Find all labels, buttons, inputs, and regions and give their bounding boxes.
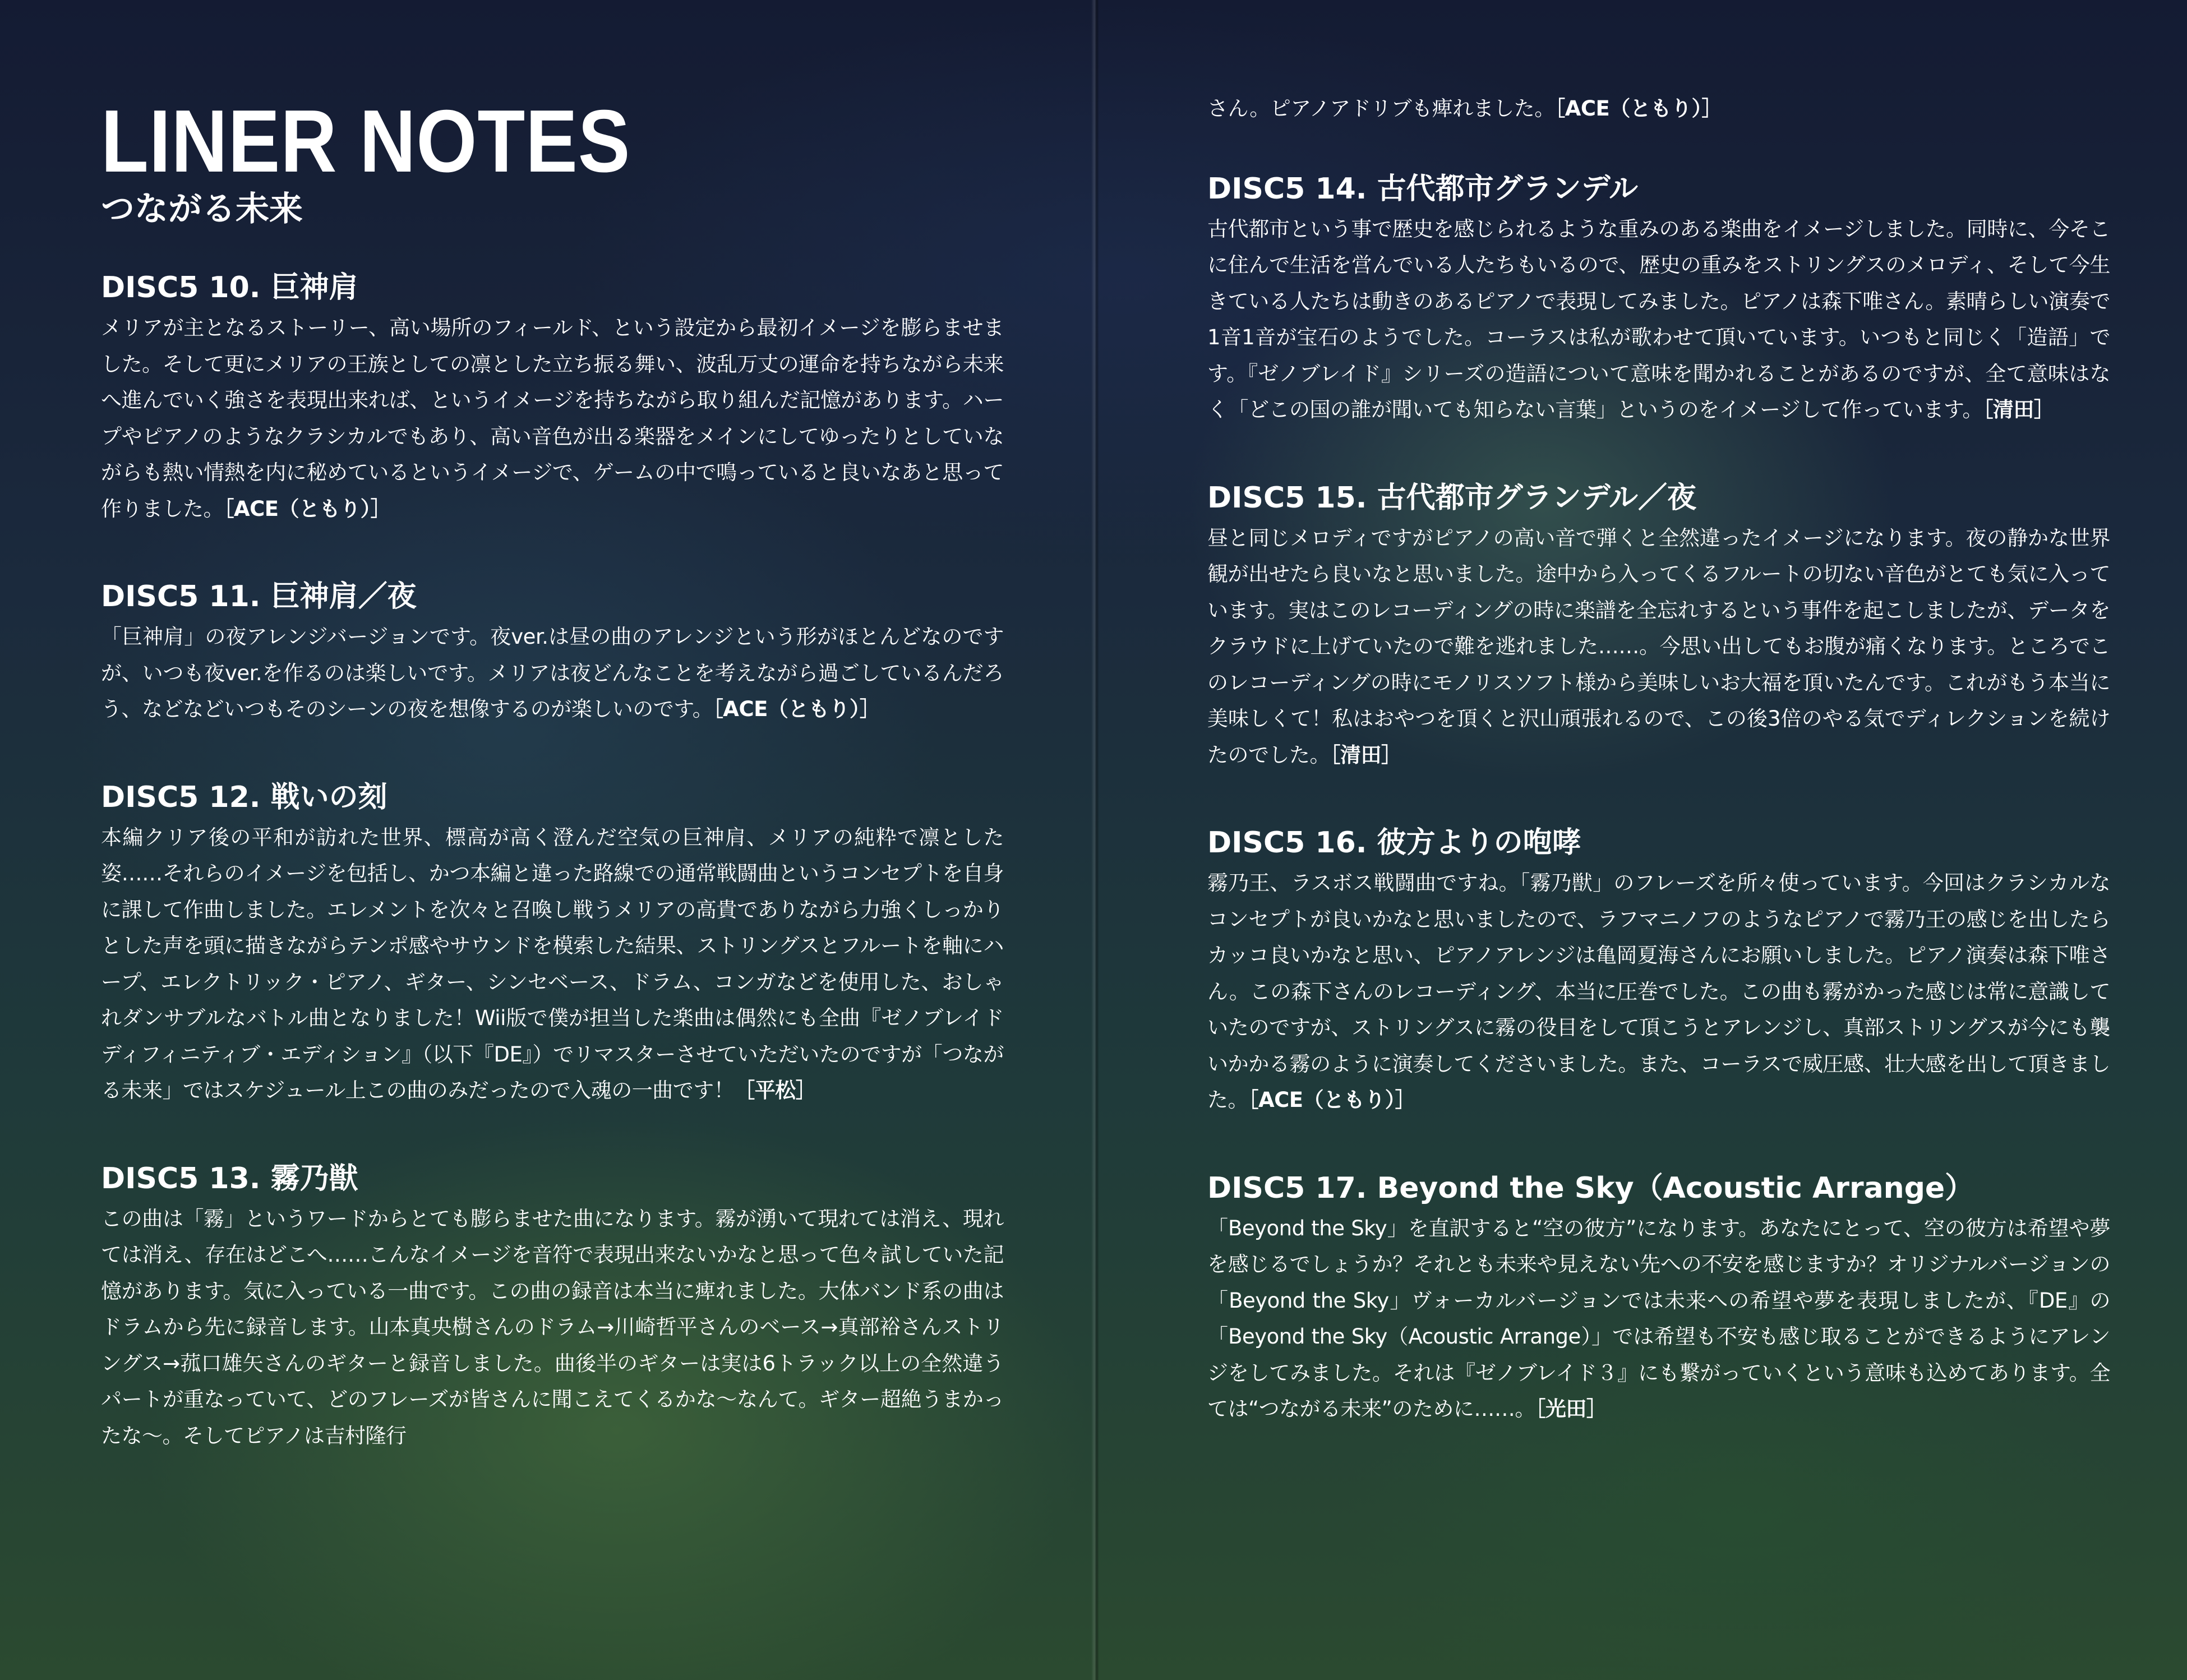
left-page (101, 92, 1004, 1454)
track-body-text: 古代都市という事で歴史を感じられるような重みのある楽曲をイメージしました。同時に、今そこに住んで生活を営んでいる人たちもいるので、歴史の重みをストリングスのメロディ、そして今生きている人たちは動きのあるピアノで表現してみました。ピアノは森下唯さん。素晴らしい演奏で1音1音が宝石のようでした。コーラスは私が歌わせて頂いています。いつもと同じく「造語」です。『ゼノブレイド』シリーズの造語について意味を聞かれることがあるのですが、全て意味はなく「どこの国の誰が聞いても知らない言葉」というのをイメージして作っています。 (1207, 216, 2110, 422)
track-credit: ［清田］ (1982, 398, 2055, 422)
right-page (1207, 95, 2110, 1428)
page-fold (1091, 0, 1099, 1680)
track-body (1207, 865, 2110, 1119)
track-heading: DISC5 17. Beyond the Sky（Acoustic Arrange） (1207, 1171, 1974, 1205)
continued-body-text: さん。ピアノアドリブも痺れました。 (1207, 96, 1555, 121)
track-body (101, 619, 1004, 728)
track-heading: DISC5 11. 巨神肩／夜 (101, 580, 417, 613)
track-notes-disc5-15 (1207, 476, 2110, 774)
track-heading: DISC5 16. 彼方よりの咆哮 (1207, 826, 1581, 860)
page-title: LINER NOTES (101, 92, 631, 191)
track-heading: DISC5 13. 霧乃獣 (101, 1161, 358, 1196)
track-body (1207, 520, 2110, 774)
track-notes-disc5-13 (101, 1156, 1004, 1455)
track-body-text: 霧乃王、ラスボス戦闘曲ですね。「霧乃獣」のフレーズを所々使っています。今回はクラシカルなコンセプトが良いかなと思いましたので、ラフマニノフのようなピアノで霧乃王の感じを出したらカッコ良いかなと思い、ピアノアレンジは亀岡夏海さんにお願いしました。ピアノ演奏は森下唯さん。この森下さんのレコーディング、本当に圧巻でした。この曲も霧がかった感じは常に意識していたのですが、ストリングスに霧の役目をして頂こうとアレンジし、真部ストリングスが今にも襲いかかる霧のように演奏してくださいました。また、コーラスで威圧感、壮大感を出して頂きました。 (1207, 871, 2110, 1112)
track-notes-disc5-14 (1207, 167, 2110, 428)
track-body-text: メリアが主となるストーリー、高い場所のフィールド、という設定から最初イメージを膨らませました。そして更にメリアの王族としての凛とした立ち振る舞い、波乱万丈の運命を持ちながら未来へ進んでいく強さを表現出来れば、というイメージを持ちながら取り組んだ記憶があります。ハープやピアノのようなクラシカルでもあり、高い音色が出る楽器をメインにしてゆったりとしていながらも熱い情熱を内に秘めているというイメージで、ゲームの中で鳴っていると良いなあと思って作りました。 (101, 316, 1004, 521)
track-credit: ［ACE（ともり）］ (713, 697, 880, 721)
track-credit: ［光田］ (1535, 1397, 1607, 1421)
track-body (101, 820, 1004, 1109)
track-heading: DISC5 14. 古代都市グランデル (1207, 172, 1639, 206)
track-heading: DISC5 12. 戦いの刻 (101, 780, 387, 814)
track-body-text: 「巨神肩」の夜アレンジバージョンです。夜ver.は昼の曲のアレンジという形がほとんどなのですが、いつも夜ver.を作るのは楽しいです。メリアは夜どんなことを考えながら過ごしているんだろう、などなどいつもそのシーンの夜を想像するのが楽しいのです。 (101, 625, 1004, 721)
track-credit: ［ACE（ともり）］ (1248, 1088, 1416, 1112)
track-notes-disc5-16 (1207, 820, 2110, 1119)
continued-text (1207, 91, 2110, 127)
track-notes-disc5-11 (101, 574, 1004, 728)
track-body (101, 310, 1004, 527)
track-credit: ［清田］ (1330, 742, 1402, 767)
track-notes-disc5-10 (101, 265, 1004, 527)
track-body-text: 「Beyond the Sky」を直訳すると“空の彼方”になります。あなたにとって、空の彼方は希望や夢を感じるでしょうか？それとも未来や見えない先への不安を感じますか？オリジナルバージョンの「Beyond the Sky」ヴォーカルバージョンでは未来への希望や夢を表現しましたが、『DE』の「Beyond the Sky（Acoustic Arrange）」では希望も不安も感じ取ることができるようにアレンジをしてみました。それは『ゼノブレイド３』にも繋がっていくという意味も込めてあります。全ては“つながる未来”のために……。 (1207, 1216, 2110, 1421)
track-body (101, 1201, 1004, 1455)
track-credit: ［ACE（ともり）］ (224, 496, 391, 521)
track-body-text: 本編クリア後の平和が訪れた世界、標高が高く澄んだ空気の巨神肩、メリアの純粋で凛とした姿……それらのイメージを包括し、かつ本編と違った路線での通常戦闘曲というコンセプトを自身に課して作曲しました。エレメントを次々と召喚し戦うメリアの高貴でありながら力強くしっかりとした声を頭に描きながらテンポ感やサウンドを模索した結果、ストリングスとフルートを軸にハープ、エレクトリック・ピアノ、ギター、シンセベース、ドラム、コンガなどを使用した、おしゃれダンサブルなバトル曲となりました！Wii版で僕が担当した楽曲は偶然にも全曲『ゼノブレイド ディフィニティブ・エディション』（以下『DE』）でリマスターさせていただいたのですが「つながる未来」ではスケジュール上この曲のみだったので入魂の一曲です！ (101, 825, 1004, 1102)
track-credit: ［ACE（ともり）］ (1554, 96, 1722, 121)
track-body (1207, 1211, 2110, 1428)
track-body-text: 昼と同じメロディですがピアノの高い音で弾くと全然違ったイメージになります。夜の静かな世界観が出せたら良いなと思いました。途中から入ってくるフルートの切ない音色がとても気に入っています。実はこのレコーディングの時に楽譜を全忘れするという事件を起こしましたが、データをクラウドに上げていたので難を逃れました……。今思い出してもお腹が痛くなります。ところでこのレコーディングの時にモノリスソフト様から美味しいお大福を頂いたんです。これがもう本当に美味しくて！私はおやつを頂くと沢山頑張れるので、この後3倍のやる気でディレクションを続けたのでした。 (1207, 525, 2110, 767)
track-notes-disc5-17 (1207, 1166, 2110, 1428)
track-heading: DISC5 15. 古代都市グランデル／夜 (1207, 481, 1697, 515)
page-subtitle: つながる未来 (101, 190, 303, 229)
track-credit: ［平松］ (734, 1078, 816, 1102)
track-heading: DISC5 10. 巨神肩 (101, 271, 358, 304)
track-body-text: この曲は「霧」というワードからとても膨らませた曲になります。霧が湧いて現れては消え、現れては消え、存在はどこへ……こんなイメージを音符で表現出来ないかなと思って色々試していた記憶があります。気に入っている一曲です。この曲の録音は本当に痺れました。大体バンド系の曲はドラムから先に録音します。山本真央樹さんのドラム→川崎哲平さんのベース→真部裕さんストリングス→菰口雄矢さんのギターと録音しました。曲後半のギターは実は6トラック以上の全然違うパートが重なっていて、どのフレーズが皆さんに聞こえてくるかな～なんて。ギター超絶うまかったな～。そしてピアノは吉村隆行 (101, 1206, 1004, 1448)
track-body (1207, 211, 2110, 428)
track-notes-disc5-12 (101, 775, 1004, 1109)
